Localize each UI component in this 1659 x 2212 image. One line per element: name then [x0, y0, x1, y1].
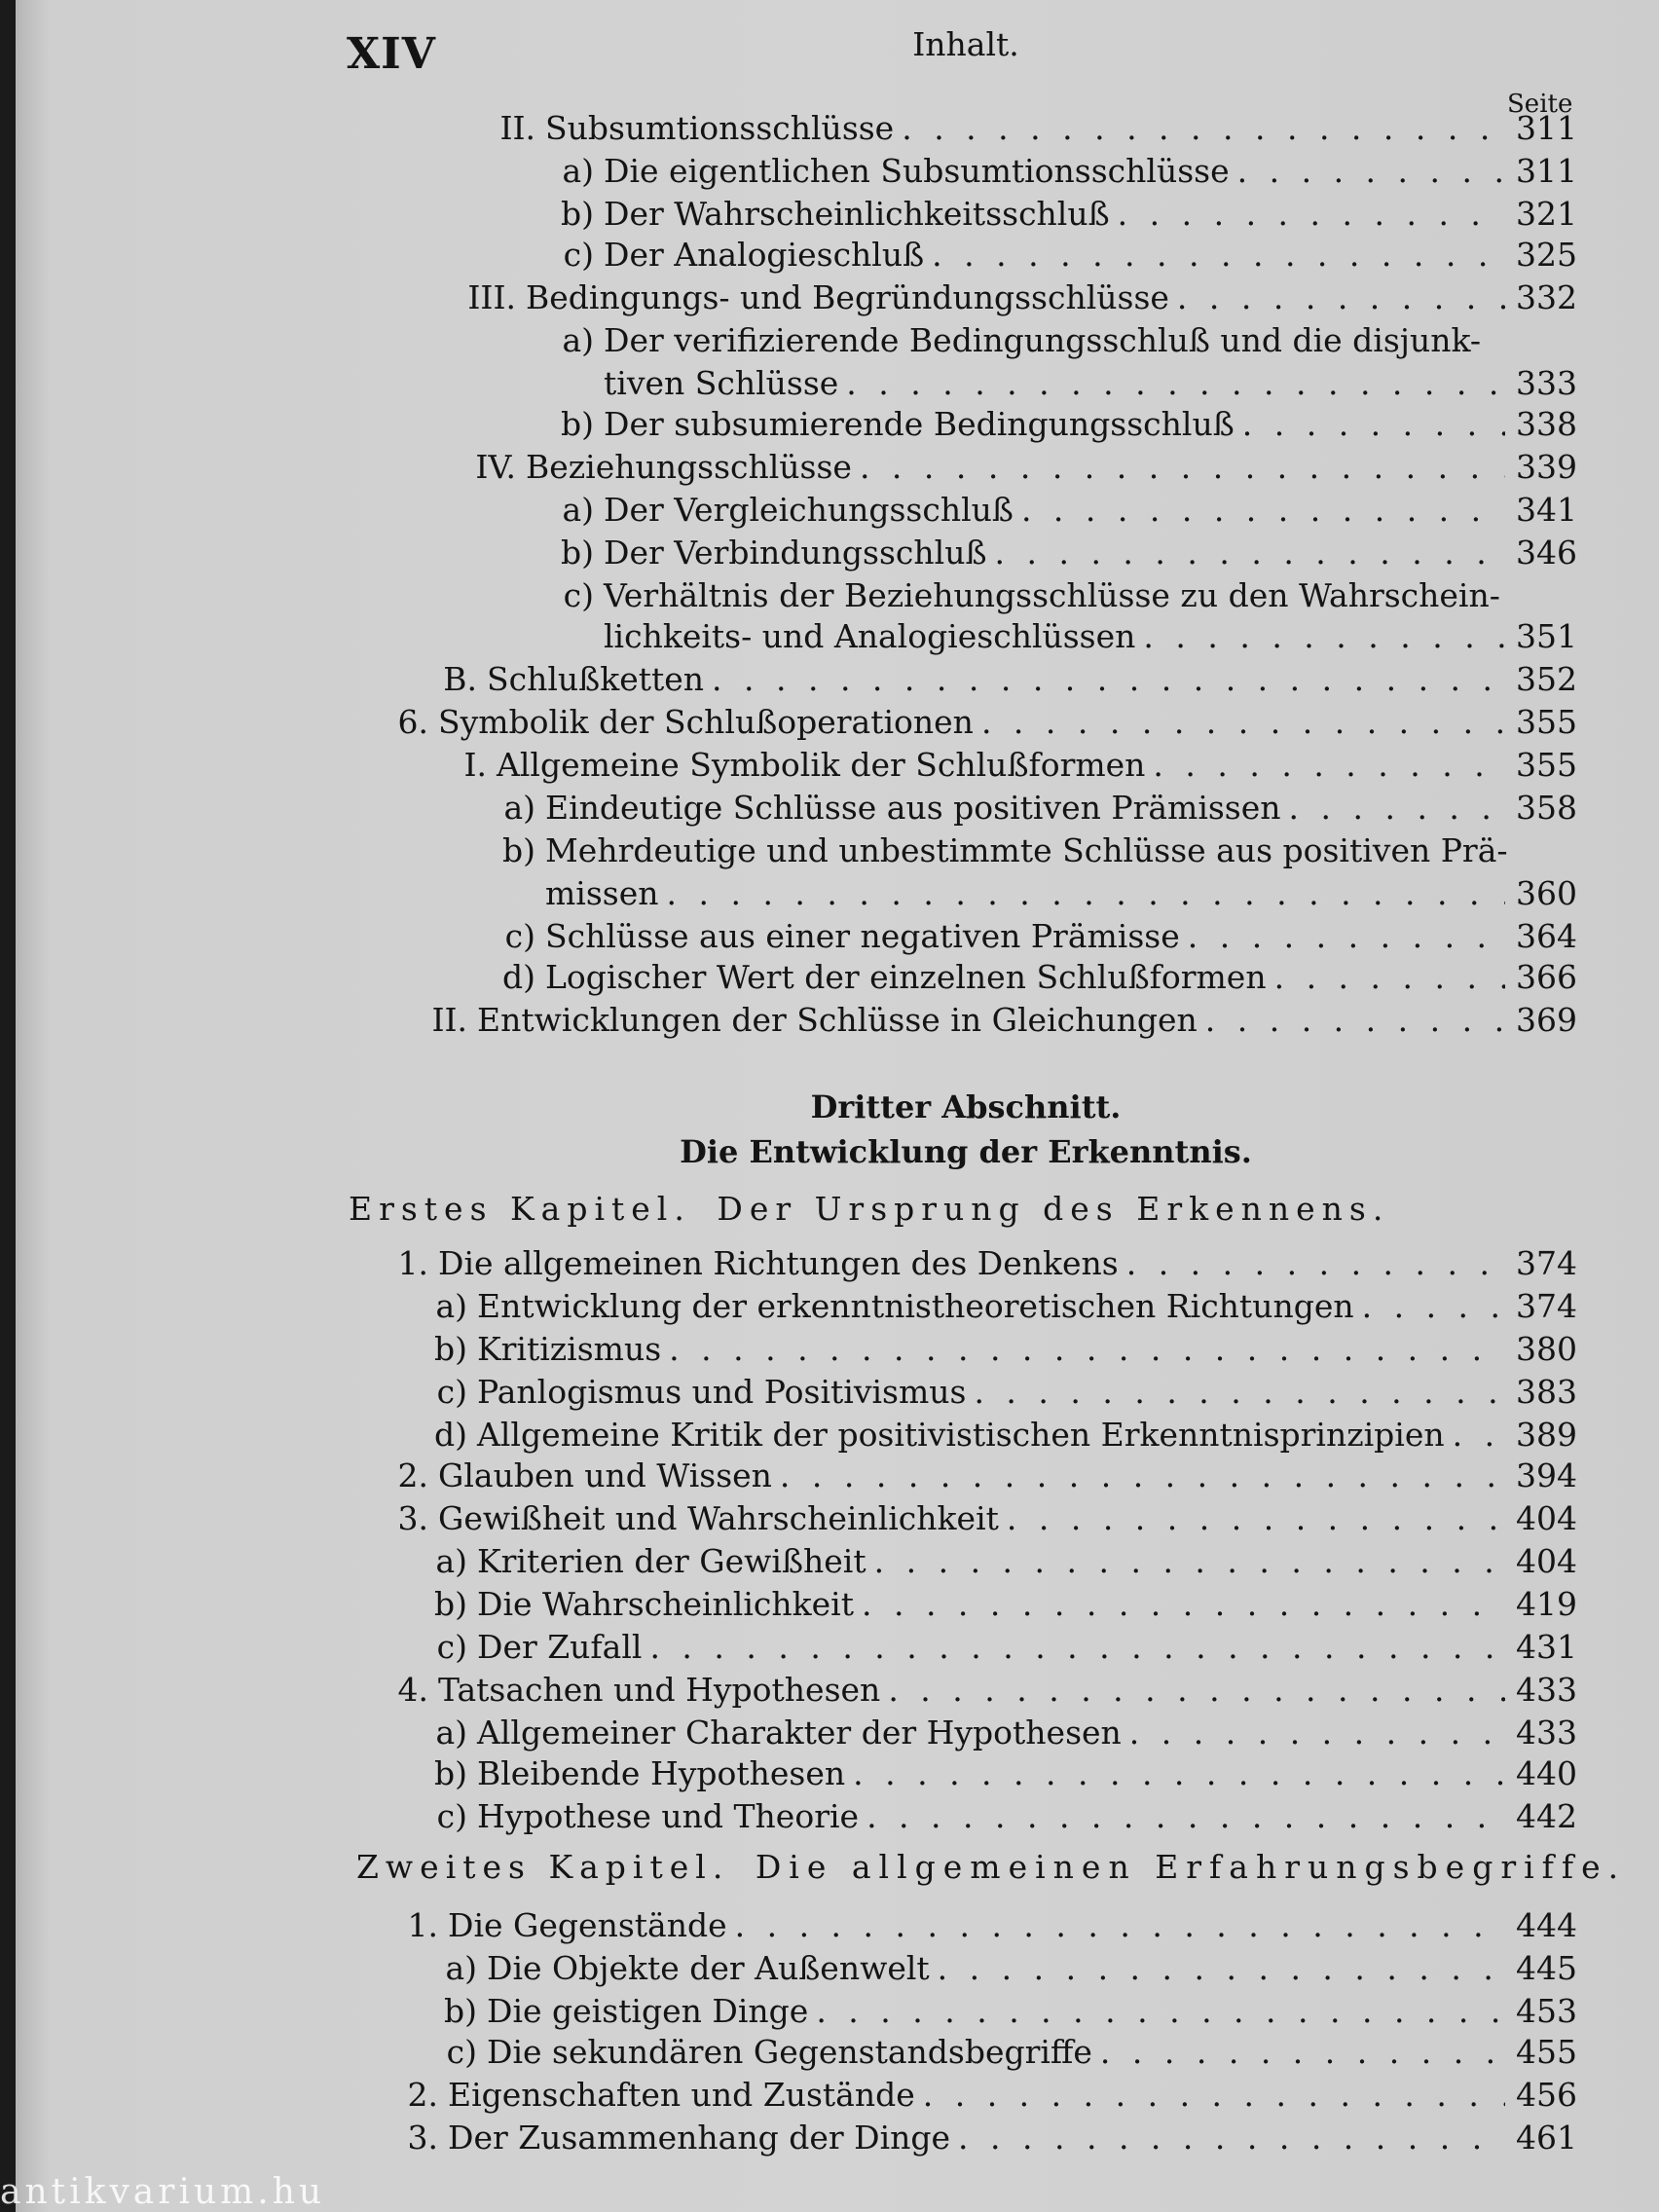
toc-entry [553, 319, 1577, 362]
toc-entry-page: 431 [1516, 1628, 1577, 1666]
toc-leader-dots [1129, 1712, 1505, 1754]
toc-entry-number: b) [434, 1330, 467, 1368]
toc-entry-number: III. [467, 278, 516, 316]
toc-entry-page: 433 [1516, 1671, 1577, 1709]
toc-entry [436, 2031, 1577, 2074]
toc-entry-number: B. [443, 660, 477, 698]
toc-entry [387, 1455, 1577, 1497]
toc-leader-dots [1126, 1242, 1505, 1285]
toc-entry-title: Die Gegenstände [448, 1906, 727, 1944]
toc-entry-title: Der Zufall [477, 1628, 643, 1666]
toc-leader-dots [1453, 1414, 1505, 1456]
toc-entry-page: 325 [1516, 236, 1577, 274]
toc-leader-dots [1188, 915, 1505, 958]
toc-leader-dots [958, 2117, 1505, 2159]
toc-leader-dots [1021, 489, 1505, 532]
toc-entry [436, 1947, 1577, 1990]
toc-entry-page: 352 [1516, 660, 1577, 698]
toc-leader-dots [735, 1904, 1505, 1947]
toc-leader-dots [874, 1540, 1505, 1583]
toc-entry-page: 355 [1516, 746, 1577, 784]
page-header [0, 21, 1659, 80]
toc-leader-dots [1362, 1285, 1505, 1328]
toc-entry-page: 358 [1516, 789, 1577, 827]
toc-leader-dots [780, 1455, 1505, 1497]
toc-entry [426, 1285, 1577, 1328]
toc-entry-title: Die Wahrscheinlichkeit [477, 1585, 854, 1623]
toc-entry-title: Schlüsse aus einer negativen Prämisse [545, 917, 1180, 955]
toc-entry-page: 346 [1516, 534, 1577, 571]
toc-entry-title: Allgemeine Kritik der positivistischen Erkenntnisprinzipien [477, 1416, 1445, 1454]
toc-entry [495, 830, 1577, 872]
toc-entry-number: a) [562, 152, 594, 190]
toc-leader-dots [816, 1990, 1505, 2033]
toc-entry [553, 234, 1577, 276]
toc-entry [397, 1904, 1577, 1947]
toc-entry [426, 1626, 1577, 1669]
toc-leader-dots [1007, 1497, 1505, 1540]
toc-entry-page: 455 [1516, 2033, 1577, 2071]
toc-entry-number: 2. [397, 1456, 428, 1494]
toc-leader-dots [981, 701, 1505, 744]
toc-entry-title: Glauben und Wissen [438, 1456, 772, 1494]
toc-entry-number: c) [504, 917, 535, 955]
toc-entry-title: Die eigentlichen Subsumtionsschlüsse [604, 152, 1230, 190]
toc-leader-dots [888, 1669, 1505, 1712]
chapter-2-title: Die allgemeinen Erfahrungsbegriffe. [755, 1848, 1627, 1886]
page-number: XIV [347, 29, 436, 79]
toc-entry-title: Der Zusammenhang der Dinge [448, 2119, 951, 2157]
toc-entry-number: IV. [475, 448, 516, 486]
toc-entry-title: Der Vergleichungsschluß [604, 491, 1014, 529]
toc-entry-number: a) [435, 1714, 467, 1751]
toc-entry [426, 1712, 1577, 1754]
toc-entry-page: 404 [1516, 1499, 1577, 1537]
toc-entry-page: 369 [1516, 1001, 1577, 1039]
toc-leader-dots [1242, 403, 1505, 446]
toc-entry-number: c) [436, 1797, 467, 1835]
toc-entry-page: 332 [1516, 278, 1577, 316]
toc-entry [477, 107, 1577, 150]
toc-leader-dots [1153, 744, 1505, 787]
toc-entry-title: Schlußketten [487, 660, 705, 698]
toc-entry-number: a) [435, 1542, 467, 1580]
toc-entry-title: Der verifizierende Bedingungsschluß und die disjunk- [604, 321, 1482, 359]
chapter-2-heading [356, 1848, 1626, 1886]
toc-entry [426, 1540, 1577, 1583]
toc-entry [553, 574, 1577, 617]
toc-entry-title: Entwicklung der erkenntnistheoretischen Richtungen [477, 1287, 1354, 1325]
toc-entry [426, 1752, 1577, 1795]
toc-entry-page: 321 [1516, 195, 1577, 233]
toc-entry-number: c) [436, 1628, 467, 1666]
toc-entry-title: Gewißheit und Wahrscheinlichkeit [438, 1499, 999, 1537]
toc-entry-number: b) [561, 195, 594, 233]
toc-entry-page: 419 [1516, 1585, 1577, 1623]
toc-leader-dots [938, 1947, 1505, 1990]
toc-entry-title: Eigenschaften und Zustände [448, 2076, 915, 2114]
toc-entry-title: Entwicklungen der Schlüsse in Gleichungen [477, 1001, 1198, 1039]
toc-entry-page: 383 [1516, 1373, 1577, 1411]
toc-entry-page: 440 [1516, 1754, 1577, 1792]
toc-leader-dots [649, 1626, 1505, 1669]
section-subtitle: Die Entwicklung der Erkenntnis. [680, 1133, 1252, 1170]
toc-entry [436, 658, 1577, 701]
toc-entry-title: Die allgemeinen Richtungen des Denkens [438, 1244, 1119, 1282]
running-title: Inhalt. [912, 25, 1019, 63]
toc-entry-page: 351 [1516, 617, 1577, 655]
chapter-1-heading [349, 1190, 1389, 1228]
toc-entry-page: 355 [1516, 703, 1577, 741]
toc-entry [495, 787, 1577, 830]
toc-entry-number: c) [446, 2033, 477, 2071]
toc-entry-number: 2. [407, 2076, 438, 2114]
toc-entry-page: 461 [1516, 2119, 1577, 2157]
toc-entry-page: 364 [1516, 917, 1577, 955]
toc-entry-page: 311 [1516, 152, 1577, 190]
toc-entry-title: Der Verbindungsschluß [604, 534, 987, 571]
toc-entry-page: 444 [1516, 1906, 1577, 1944]
toc-entry-title: Die geistigen Dinge [487, 1992, 809, 2030]
toc-entry-number: c) [436, 1373, 467, 1411]
toc-entry-number: a) [435, 1287, 467, 1325]
toc-entry-number: b) [561, 534, 594, 571]
toc-leader-dots [669, 1328, 1505, 1371]
toc-entry-number: 3. [407, 2119, 438, 2157]
toc-entry-title: Kriterien der Gewißheit [477, 1542, 866, 1580]
toc-entry-page: 394 [1516, 1456, 1577, 1494]
toc-entry-title: Beziehungsschlüsse [526, 448, 852, 486]
toc-entry-title: Bedingungs- und Begründungsschlüsse [526, 278, 1169, 316]
toc-entry-number: d) [502, 958, 535, 996]
watermark: antikvarium.hu [0, 2172, 326, 2212]
toc-leader-dots [995, 532, 1505, 574]
toc-entry-title: Symbolik der Schlußoperationen [438, 703, 974, 741]
toc-leader-dots [1177, 276, 1505, 319]
toc-entry [495, 872, 1577, 915]
toc-entry-title: Der Analogieschluß [604, 236, 925, 274]
toc-entry-number: a) [503, 789, 535, 827]
toc-entry-page: 453 [1516, 1992, 1577, 2030]
toc-entry-number: 1. [407, 1906, 438, 1944]
toc-entry-title: Verhältnis der Beziehungsschlüsse zu den Wahrschein- [604, 576, 1500, 614]
toc-leader-dots [1289, 787, 1505, 830]
toc-entry-title: Der subsumierende Bedingungsschluß [604, 405, 1235, 443]
toc-entry-title: Allgemeine Symbolik der Schlußformen [497, 746, 1146, 784]
toc-entry [387, 1669, 1577, 1712]
toc-entry [426, 1583, 1577, 1626]
toc-entry-title: Allgemeiner Charakter der Hypothesen [477, 1714, 1122, 1751]
toc-leader-dots [1118, 193, 1505, 236]
toc-entry-number: II. [499, 109, 535, 147]
toc-entry-number: b) [434, 1585, 467, 1623]
toc-entry-title: Logischer Wert der einzelnen Schlußformen [545, 958, 1267, 996]
toc-entry-title: Der Wahrscheinlichkeitsschluß [604, 195, 1110, 233]
toc-entry-page: 338 [1516, 405, 1577, 443]
toc-leader-dots [667, 872, 1506, 915]
toc-entry-page: 311 [1516, 109, 1577, 147]
toc-entry-number: II. [431, 1001, 467, 1039]
toc-entry-page: 433 [1516, 1714, 1577, 1751]
toc-leader-dots [866, 1795, 1505, 1838]
toc-entry [426, 1795, 1577, 1838]
toc-entry [436, 1990, 1577, 2033]
toc-leader-dots [862, 1583, 1505, 1626]
toc-entry-title: Tatsachen und Hypothesen [438, 1671, 881, 1709]
toc-entry-page: 380 [1516, 1330, 1577, 1368]
toc-entry [553, 615, 1577, 658]
toc-entry [553, 532, 1577, 574]
toc-leader-dots [1237, 150, 1505, 193]
toc-entry-title: Die sekundären Gegenstandsbegriffe [487, 2033, 1092, 2071]
toc-entry-title: Kritizismus [477, 1330, 662, 1368]
toc-entry-page: 333 [1516, 364, 1577, 402]
toc-entry [417, 999, 1577, 1042]
toc-entry-number: a) [562, 491, 594, 529]
toc-entry [387, 1242, 1577, 1285]
toc-entry-number: c) [563, 576, 594, 614]
chapter-1-title: Der Ursprung des Erkennens. [717, 1190, 1390, 1228]
toc-entry-number: a) [445, 1949, 477, 1987]
toc-entry-page: 442 [1516, 1797, 1577, 1835]
toc-entry-page: 374 [1516, 1244, 1577, 1282]
toc-entry-page: 456 [1516, 2076, 1577, 2114]
toc-entry-title: lichkeits- und Analogieschlüssen [604, 617, 1136, 655]
toc-entry-number: 1. [397, 1244, 428, 1282]
toc-leader-dots [1143, 615, 1505, 658]
toc-entry-page: 366 [1516, 958, 1577, 996]
toc-entry [446, 744, 1577, 787]
toc-entry-page: 341 [1516, 491, 1577, 529]
toc-entry-page: 404 [1516, 1542, 1577, 1580]
toc-entry-page: 445 [1516, 1949, 1577, 1987]
toc-entry-page: 339 [1516, 448, 1577, 486]
toc-entry-number: b) [561, 405, 594, 443]
toc-entry [495, 915, 1577, 958]
toc-leader-dots [1205, 999, 1505, 1042]
toc-entry-title: missen [545, 874, 659, 912]
toc-entry-title: tiven Schlüsse [604, 364, 839, 402]
toc-entry-title: Eindeutige Schlüsse aus positiven Prämissen [545, 789, 1281, 827]
toc-entry-number: c) [563, 236, 594, 274]
seite-label: Seite [1507, 90, 1573, 119]
chapter-1-label: Erstes Kapitel. [349, 1190, 691, 1228]
toc-entry-page: 389 [1516, 1416, 1577, 1454]
toc-entry-number: I. [463, 746, 487, 784]
toc-entry [553, 489, 1577, 532]
toc-leader-dots [860, 446, 1505, 489]
toc-entry [553, 150, 1577, 193]
toc-entry-page: 360 [1516, 874, 1577, 912]
toc-leader-dots [1274, 956, 1505, 999]
toc-leader-dots [853, 1752, 1505, 1795]
toc-leader-dots [712, 658, 1505, 701]
toc-entry-number: 3. [397, 1499, 428, 1537]
toc-leader-dots [923, 2074, 1505, 2117]
toc-entry [438, 276, 1577, 319]
toc-entry-number: d) [434, 1416, 467, 1454]
toc-entry [397, 2117, 1577, 2159]
toc-leader-dots [846, 362, 1505, 405]
toc-entry [397, 2074, 1577, 2117]
chapter-2-label: Zweites Kapitel. [356, 1848, 730, 1886]
toc-entry-title: Die Objekte der Außenwelt [487, 1949, 930, 1987]
section-title: Dritter Abschnitt. [810, 1088, 1122, 1125]
toc-entry-number: b) [434, 1754, 467, 1792]
toc-entry-page: 374 [1516, 1287, 1577, 1325]
toc-leader-dots [974, 1371, 1505, 1414]
toc-entry [426, 1414, 1577, 1456]
toc-leader-dots [1100, 2031, 1505, 2074]
toc-entry-title: Bleibende Hypothesen [477, 1754, 846, 1792]
toc-entry-title: Panlogismus und Positivismus [477, 1373, 967, 1411]
toc-entry-number: 6. [397, 703, 428, 741]
toc-entry [553, 362, 1577, 405]
toc-entry [553, 193, 1577, 236]
toc-entry [387, 701, 1577, 744]
toc-entry-title: Mehrdeutige und unbestimmte Schlüsse aus positiven Prä- [545, 831, 1508, 869]
toc-entry [495, 956, 1577, 999]
toc-entry [553, 403, 1577, 446]
toc-entry-number: 4. [397, 1671, 428, 1709]
toc-leader-dots [902, 107, 1505, 150]
toc-entry [387, 1497, 1577, 1540]
toc-entry-number: a) [562, 321, 594, 359]
toc-entry-title: Hypothese und Theorie [477, 1797, 860, 1835]
toc-entry [426, 1371, 1577, 1414]
toc-entry-number: b) [444, 1992, 477, 2030]
toc-entry [438, 446, 1577, 489]
toc-entry-title: Subsumtionsschlüsse [545, 109, 895, 147]
toc-leader-dots [932, 234, 1505, 276]
toc-entry-number: b) [502, 831, 535, 869]
toc-entry [426, 1328, 1577, 1371]
